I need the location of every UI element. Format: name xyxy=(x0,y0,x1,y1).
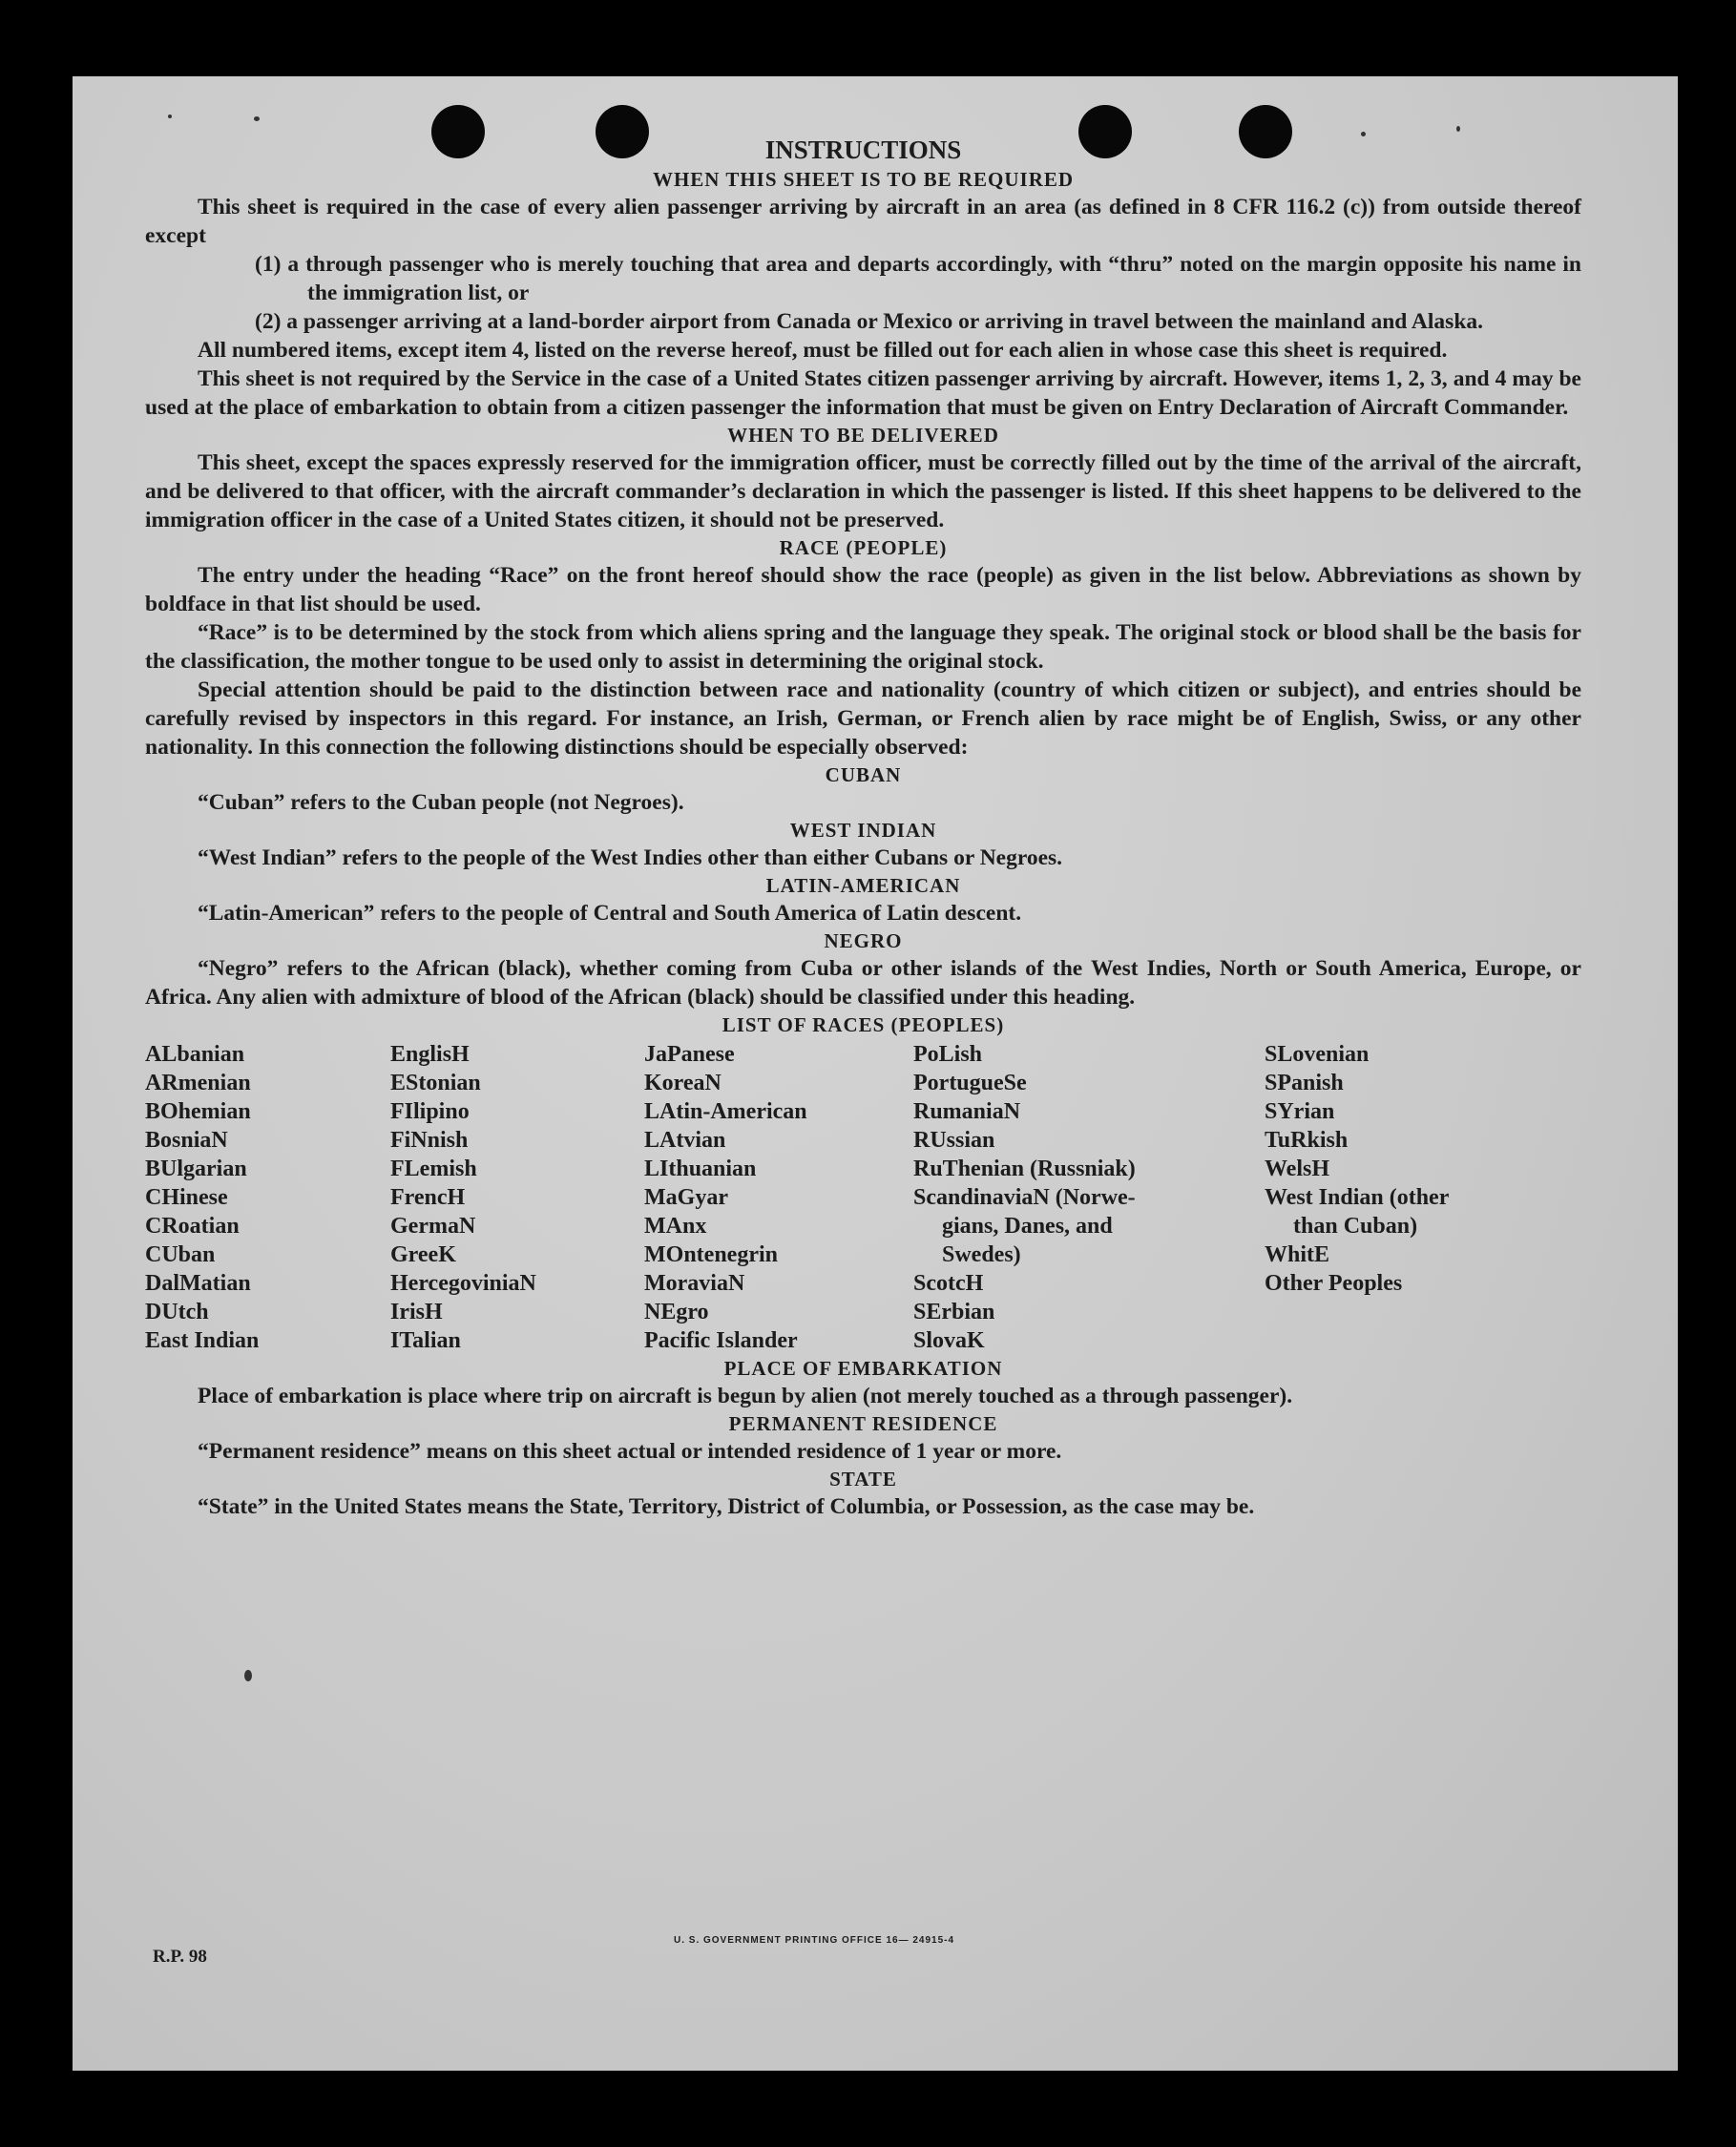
speck xyxy=(244,1670,252,1681)
races-column-4 xyxy=(913,1040,1265,1355)
section-heading-west-indian: WEST INDIAN xyxy=(789,819,937,842)
paragraph: This sheet, except the spaces expressly reserved for the immigration officer, must be correctly filled out by the time of the arrival of the aircraft, and be delivered to that officer, with the aircraft commander’s declaration in which the passenger is listed. If this sheet happens to be delivered to the immigration officer in the case of a United States citizen, it should not be preserved. xyxy=(145,450,1581,532)
section-heading-latin-american: LATIN-AMERICAN xyxy=(765,874,961,897)
section-heading-negro: NEGRO xyxy=(824,929,903,952)
speck xyxy=(168,115,172,118)
race-item: MoraviaN xyxy=(644,1271,745,1296)
paragraph: “West Indian” refers to the people of the West Indies other than either Cubans or Negroes. xyxy=(198,845,1063,870)
race-item: Pacific Islander xyxy=(644,1328,798,1353)
race-item: WhitE xyxy=(1265,1242,1330,1267)
paragraph: The entry under the heading “Race” on the front hereof should show the race (people) as given in the list below. Abbreviations as shown by boldface in that list should be used. xyxy=(145,563,1581,616)
race-item: GreeK xyxy=(390,1242,456,1267)
race-item: ITalian xyxy=(390,1328,461,1353)
form-number: R.P. 98 xyxy=(153,1947,207,1967)
race-item: IrisH xyxy=(390,1300,443,1324)
paragraph: “Negro” refers to the African (black), whether coming from Cuba or other islands of the West Indies, North or South America, Europe, or Africa. Any alien with admixture of blood of the African (black) should be classified under this heading. xyxy=(145,956,1581,1010)
paragraph: “Permanent residence” means on this sheet actual or intended residence of 1 year or more. xyxy=(198,1439,1062,1464)
section-heading-residence: PERMANENT RESIDENCE xyxy=(728,1412,998,1435)
race-item: ScandinaviaN (Norwe- xyxy=(913,1185,1136,1210)
race-item: FrencH xyxy=(390,1185,466,1210)
printer-imprint: U. S. GOVERNMENT PRINTING OFFICE 16— 24915-4 xyxy=(674,1935,955,1946)
race-item: TuRkish xyxy=(1265,1128,1349,1153)
race-item: FIlipino xyxy=(390,1099,470,1124)
race-item: GermaN xyxy=(390,1214,476,1239)
race-item: CRoatian xyxy=(145,1214,240,1239)
race-item: BOhemian xyxy=(145,1099,251,1124)
race-item: RuThenian (Russniak) xyxy=(913,1157,1136,1181)
section-heading-required: WHEN THIS SHEET IS TO BE REQUIRED xyxy=(652,168,1075,191)
race-item: NEgro xyxy=(644,1300,709,1324)
race-item: PortugueSe xyxy=(913,1071,1027,1095)
paragraph: This sheet is not required by the Service in the case of a United States citizen passenger arriving by aircraft. However, items 1, 2, 3, and 4 may be used at the place of embarkation to obtain from a citizen passenger the information that must be given on Entry Declaration of Aircraft Commander. xyxy=(145,366,1581,420)
race-item: Swedes) xyxy=(942,1242,1021,1267)
race-item: EStonian xyxy=(390,1071,481,1095)
paragraph: “Cuban” refers to the Cuban people (not Negroes). xyxy=(198,790,684,815)
instructions-content xyxy=(145,134,1581,1521)
section-heading-cuban: CUBAN xyxy=(825,763,902,786)
section-heading-list-of-races: LIST OF RACES (PEOPLES) xyxy=(722,1013,1005,1036)
race-item: FLemish xyxy=(390,1157,477,1181)
section-heading-embarkation: PLACE OF EMBARKATION xyxy=(723,1357,1003,1380)
paragraph: “State” in the United States means the State, Territory, District of Columbia, or Possession, as the case may be. xyxy=(198,1494,1255,1519)
races-list xyxy=(145,1040,1581,1355)
races-column-1 xyxy=(145,1040,390,1355)
race-item: West Indian (other xyxy=(1265,1185,1450,1210)
race-item: EnglisH xyxy=(390,1042,470,1067)
races-column-2 xyxy=(390,1040,644,1355)
race-item: SYrian xyxy=(1265,1099,1335,1124)
race-item: SLovenian xyxy=(1265,1042,1370,1067)
race-item: JaPanese xyxy=(644,1042,735,1067)
race-item: East Indian xyxy=(145,1328,260,1353)
race-item: SErbian xyxy=(913,1300,995,1324)
race-item: BosniaN xyxy=(145,1128,228,1153)
paragraph: Place of embarkation is place where trip on aircraft is begun by alien (not merely touched as a through passenger). xyxy=(198,1384,1293,1408)
exception-item-1: (1) a through passenger who is merely touching that area and departs accordingly, with “thru” noted on the margin opposite his name in the immigration list, or xyxy=(255,252,1581,305)
section-heading-state: STATE xyxy=(829,1468,897,1490)
document-sheet xyxy=(73,76,1678,2071)
race-item: MOntenegrin xyxy=(644,1242,778,1267)
race-item: BUlgarian xyxy=(145,1157,247,1181)
race-item: DUtch xyxy=(145,1300,209,1324)
races-column-3 xyxy=(644,1040,913,1355)
exception-item-2: (2) a passenger arriving at a land-border airport from Canada or Mexico or arriving in travel between the mainland and Alaska. xyxy=(255,309,1484,334)
paragraph: Special attention should be paid to the distinction between race and nationality (country of which citizen or subject), and entries should be carefully revised by inspectors in this regard. For instance, an Irish, German, or French alien by race might be of English, Swiss, or any other nationality. In this connection the following distinctions should be especially observed: xyxy=(145,677,1581,760)
race-item: MAnx xyxy=(644,1214,707,1239)
paragraph: All numbered items, except item 4, listed on the reverse hereof, must be filled out for each alien in whose case this sheet is required. xyxy=(198,338,1448,363)
race-item: PoLish xyxy=(913,1042,983,1067)
paragraph: “Latin-American” refers to the people of Central and South America of Latin descent. xyxy=(198,901,1022,926)
race-item: ALbanian xyxy=(145,1042,245,1067)
race-item: SPanish xyxy=(1265,1071,1344,1095)
race-item: MaGyar xyxy=(644,1185,728,1210)
race-item: CUban xyxy=(145,1242,216,1267)
section-heading-delivered: WHEN TO BE DELIVERED xyxy=(727,424,999,447)
race-item: ScotcH xyxy=(913,1271,984,1296)
race-item: HercegoviniaN xyxy=(390,1271,536,1296)
race-item: KoreaN xyxy=(644,1071,722,1095)
paragraph: This sheet is required in the case of every alien passenger arriving by aircraft in an area (as defined in 8 CFR 116.2 (c)) from outside thereof except xyxy=(145,195,1581,248)
race-item: WelsH xyxy=(1265,1157,1330,1181)
race-item: CHinese xyxy=(145,1185,228,1210)
race-item: LIthuanian xyxy=(644,1157,757,1181)
paragraph: “Race” is to be determined by the stock from which aliens spring and the language they speak. The original stock or blood shall be the basis for the classification, the mother tongue to be used only to assist in determining the original stock. xyxy=(145,620,1581,674)
race-item: RUssian xyxy=(913,1128,995,1153)
race-item: gians, Danes, and xyxy=(942,1214,1113,1239)
speck xyxy=(1456,126,1460,132)
race-item: ARmenian xyxy=(145,1071,251,1095)
speck xyxy=(254,116,260,121)
race-item: SlovaK xyxy=(913,1328,985,1353)
race-item: LAtin-American xyxy=(644,1099,807,1124)
race-item: LAtvian xyxy=(644,1128,726,1153)
page-title: INSTRUCTIONS xyxy=(764,135,962,164)
race-item: RumaniaN xyxy=(913,1099,1021,1124)
race-item: DalMatian xyxy=(145,1271,251,1296)
race-item: than Cuban) xyxy=(1293,1214,1418,1239)
section-heading-race: RACE (PEOPLE) xyxy=(779,536,948,559)
race-item: FiNnish xyxy=(390,1128,469,1153)
race-item: Other Peoples xyxy=(1265,1271,1403,1296)
races-column-5 xyxy=(1265,1040,1581,1355)
